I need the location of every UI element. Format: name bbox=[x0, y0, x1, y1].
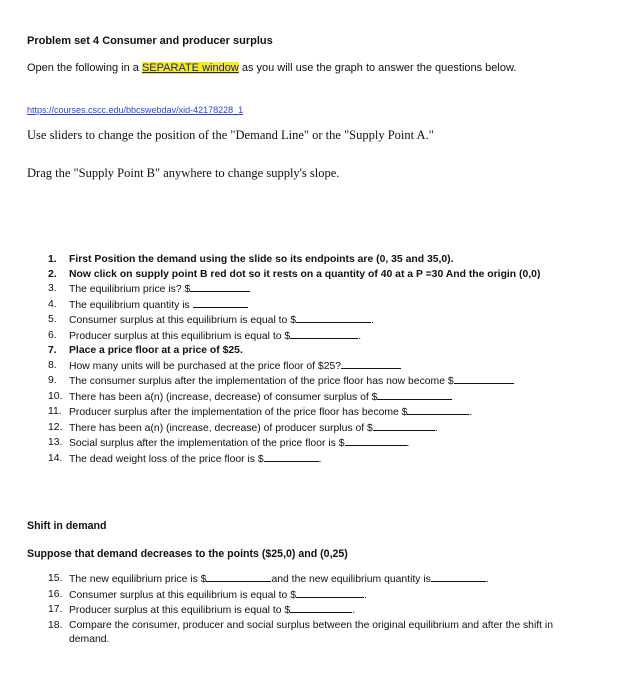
section-heading-shift-in-demand: Shift in demand bbox=[27, 520, 107, 532]
question-item: 4. The equilibrium quantity is bbox=[48, 298, 578, 314]
question-list-2 bbox=[48, 572, 588, 648]
intro-line bbox=[27, 62, 516, 74]
answer-blank[interactable] bbox=[407, 405, 469, 415]
question-item: 8. How many units will be purchased at the price floor of $25? bbox=[48, 359, 578, 375]
question-item: 5. Consumer surplus at this equilibrium is equal to $ . bbox=[48, 314, 374, 326]
answer-blank[interactable] bbox=[290, 603, 352, 613]
question-item: 11. Producer surplus after the implementation of the price floor has become $ . bbox=[48, 406, 473, 418]
question-item: 10. There has been a(n) (increase, decrease) of consumer surplus of $ bbox=[48, 390, 578, 406]
intro-after: as you will use the graph to answer the questions below. bbox=[238, 62, 517, 74]
answer-blank[interactable] bbox=[296, 313, 371, 323]
question-item: 17. Producer surplus at this equilibrium is equal to $ . bbox=[48, 604, 356, 616]
answer-blank[interactable] bbox=[290, 329, 358, 339]
answer-blank[interactable] bbox=[193, 298, 248, 308]
answer-blank[interactable] bbox=[296, 588, 364, 598]
question-item: 1. First Position the demand using the slide so its endpoints are (0, 35 and 35,0). bbox=[48, 254, 454, 265]
answer-blank[interactable] bbox=[345, 436, 407, 446]
answer-blank[interactable] bbox=[206, 572, 271, 582]
answer-blank[interactable] bbox=[264, 452, 319, 462]
graph-link[interactable]: https://courses.cscc.edu/bbcswebdav/xid-42178228_1 bbox=[27, 105, 244, 115]
question-item: 6. Producer surplus at this equilibrium is equal to $ . bbox=[48, 329, 362, 342]
answer-blank[interactable] bbox=[377, 390, 452, 400]
answer-blank[interactable] bbox=[341, 359, 401, 369]
separate-window-highlight: SEPARATE window bbox=[141, 62, 239, 74]
question-item: 2. Now click on supply point B red dot so it rests on a quantity of 40 at a P =30 And the origin (0,0) bbox=[48, 268, 541, 280]
page-title: Problem set 4 Consumer and producer surplus bbox=[27, 35, 273, 47]
answer-blank[interactable] bbox=[431, 572, 486, 582]
answer-blank[interactable] bbox=[190, 282, 250, 292]
question-item: 15. The new equilibrium price is $ and the new equilibrium quantity is . bbox=[48, 573, 489, 585]
question-item: 12. There has been a(n) (increase, decrease) of producer surplus of $ . bbox=[48, 421, 438, 434]
question-list-1 bbox=[48, 253, 578, 467]
question-item: 13. Social surplus after the implementation of the price floor is $ . bbox=[48, 437, 410, 449]
question-item: 9. The consumer surplus after the implementation of the price floor has now become $ bbox=[48, 374, 578, 390]
answer-blank[interactable] bbox=[373, 421, 435, 431]
intro-before: Open the following in a bbox=[27, 62, 142, 74]
question-item: 18. Compare the consumer, producer and social surplus between the original equilibrium and after the shift in demand. bbox=[48, 619, 554, 645]
answer-blank[interactable] bbox=[454, 374, 514, 384]
question-item: 16. Consumer surplus at this equilibrium is equal to $ . bbox=[48, 588, 367, 601]
question-item: 3. The equilibrium price is? $ bbox=[48, 282, 578, 298]
instruction-sliders: Use sliders to change the position of the "Demand Line" or the "Supply Point A." bbox=[27, 128, 434, 142]
question-item: 7. Place a price floor at a price of $25. bbox=[48, 345, 243, 356]
question-item: 14. The dead weight loss of the price floor is $ . bbox=[48, 452, 322, 465]
demand-decrease-prompt: Suppose that demand decreases to the points ($25,0) and (0,25) bbox=[27, 548, 348, 560]
instruction-drag: Drag the "Supply Point B" anywhere to change supply's slope. bbox=[27, 166, 340, 180]
